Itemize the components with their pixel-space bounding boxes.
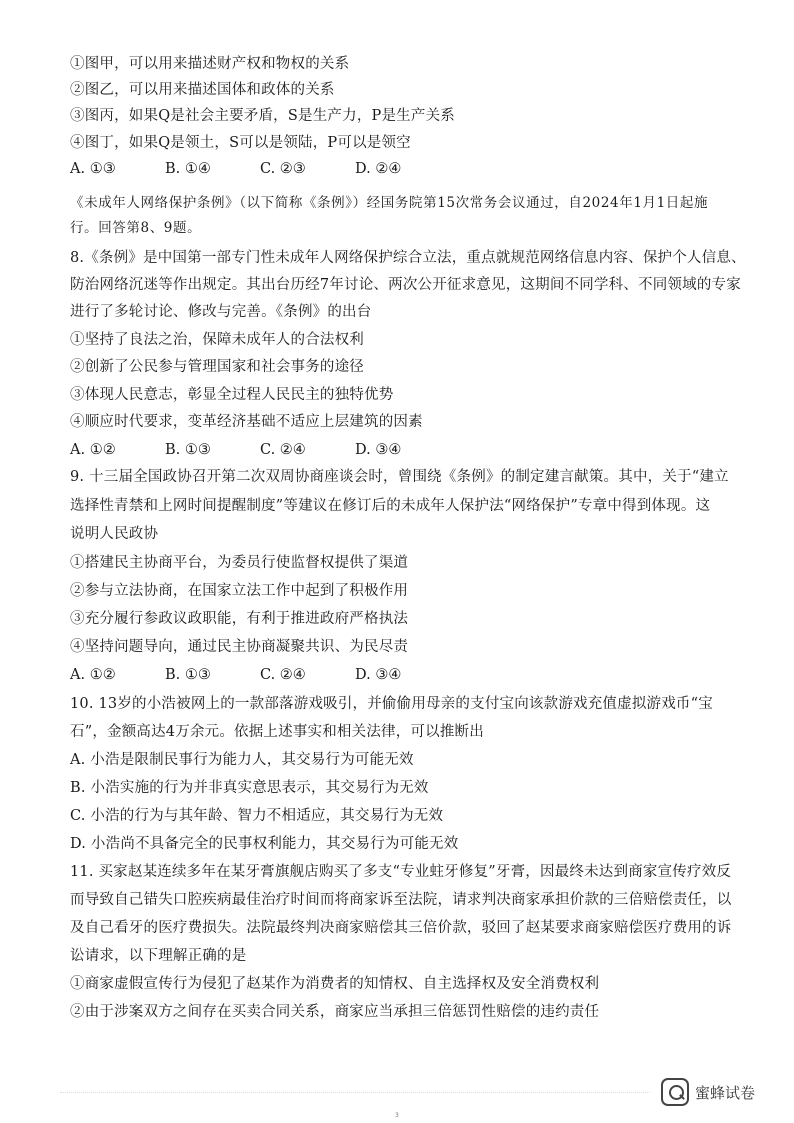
option-a: A. ①③ <box>70 161 116 177</box>
q8-stem-line-3: 进行了多轮讨论、修改与完善。《条例》的出台 <box>70 304 372 320</box>
option-d: D. ③④ <box>355 667 402 683</box>
q9-statement-1: ①搭建民主协商平台，为委员行使监督权提供了渠道 <box>70 555 409 571</box>
option-c: C. ②④ <box>260 667 306 683</box>
q9-stem-line-3: 说明人民政协 <box>70 526 159 542</box>
q9-stem-line-1: 9. 十三届全国政协召开第二次双周协商座谈会时，曾围绕《条例》的制定建言献策。其中，关于“建立 <box>70 469 729 485</box>
prev-statement-4: ④图丁，如果Q是领土，S可以是领陆，P可以是领空 <box>70 135 411 151</box>
prev-statement-1: ①图甲，可以用来描述财产权和物权的关系 <box>70 56 350 72</box>
q9-options <box>70 665 450 685</box>
option-b: B. ①③ <box>165 442 211 458</box>
q9-statement-2: ②参与立法协商，在国家立法工作中起到了积极作用 <box>70 583 409 599</box>
page-number: 3 <box>395 1112 399 1119</box>
q10-choice-b: B. 小浩实施的行为并非真实意思表示，其交易行为无效 <box>70 780 429 796</box>
q8-statement-1: ①坚持了良法之治，保障未成年人的合法权利 <box>70 332 364 348</box>
q8-statement-4: ④顺应时代要求，变革经济基础不适应上层建筑的因素 <box>70 414 423 430</box>
option-d: D. ③④ <box>355 442 402 458</box>
q8-stem-line-1: 8.《条例》是中国第一部专门性未成年人网络保护综合立法，重点就规范网络信息内容、保护个人信息、 <box>70 250 746 266</box>
q10-stem-line-2: 石”，金额高达4万余元。依据上述事实和相关法律，可以推断出 <box>70 724 484 740</box>
q11-stem-line-4: 讼请求，以下理解正确的是 <box>70 948 247 964</box>
q11-statement-2: ②由于涉案双方之间存在买卖合同关系，商家应当承担三倍惩罚性赔偿的违约责任 <box>70 1004 600 1020</box>
q11-statement-1: ①商家虚假宣传行为侵犯了赵某作为消费者的知情权、自主选择权及安全消费权利 <box>70 976 600 992</box>
option-c: C. ②④ <box>260 442 306 458</box>
option-c: C. ②③ <box>260 161 306 177</box>
option-d: D. ②④ <box>355 161 402 177</box>
q10-choice-c: C. 小浩的行为与其年龄、智力不相适应，其交易行为无效 <box>70 808 444 824</box>
prev-options <box>70 159 450 179</box>
option-b: B. ①③ <box>165 667 211 683</box>
material-intro-line-2: 行。回答第8、9题。 <box>70 220 202 236</box>
q10-stem-line-1: 10. 13岁的小浩被网上的一款部落游戏吸引，并偷偷用母亲的支付宝向该款游戏充值虚拟游戏币“宝 <box>70 696 713 712</box>
material-intro-line-1: 《未成年人网络保护条例》（以下简称《条例》）经国务院第15次常务会议通过，自2024年1月1日起施 <box>70 195 709 211</box>
option-a: A. ①② <box>70 442 116 458</box>
q11-stem-line-3: 及自己看牙的医疗费损失。法院最终判决商家赔偿其三倍价款，驳回了赵某要求商家赔偿医疗费用的诉 <box>70 920 732 936</box>
q10-choice-a: A. 小浩是限制民事行为能力人，其交易行为可能无效 <box>70 752 414 768</box>
q8-statement-3: ③体现人民意志，彰显全过程人民民主的独特优势 <box>70 387 394 403</box>
q8-options <box>70 440 450 460</box>
q8-statement-2: ②创新了公民参与管理国家和社会事务的途径 <box>70 359 364 375</box>
prev-statement-3: ③图丙，如果Q是社会主要矛盾，S是生产力，P是生产关系 <box>70 108 455 124</box>
q11-stem-line-1: 11. 买家赵某连续多年在某牙膏旗舰店购买了多支“专业蛀牙修复”牙膏，因最终未达到商家宣传疗效反 <box>70 864 732 880</box>
q11-stem-line-2: 而导致自己错失口腔疾病最佳治疗时间而将商家诉至法院，请求判决商家承担价款的三倍赔偿责任，以 <box>70 892 732 908</box>
q9-stem-line-2: 选择性青禁和上网时间提醒制度”等建议在修订后的未成年人保护法“网络保护”专章中得到体现。这 <box>70 498 711 514</box>
option-a: A. ①② <box>70 667 116 683</box>
watermark <box>661 1078 755 1106</box>
search-magnifier-icon <box>661 1078 689 1106</box>
q9-statement-4: ④坚持问题导向，通过民主协商凝聚共识、为民尽责 <box>70 639 409 655</box>
q10-choice-d: D. 小浩尚不具备完全的民事权利能力，其交易行为可能无效 <box>70 836 459 852</box>
q9-statement-3: ③充分履行参政议政职能，有利于推进政府严格执法 <box>70 611 409 627</box>
footer-divider <box>60 1092 650 1093</box>
q8-stem-line-2: 防治网络沉迷等作出规定。其出台历经7年讨论、两次公开征求意见，这期间不同学科、不同领域的专家 <box>70 277 741 293</box>
watermark-label: 蜜蜂试卷 <box>695 1083 756 1102</box>
prev-statement-2: ②图乙，可以用来描述国体和政体的关系 <box>70 82 335 98</box>
option-b: B. ①④ <box>165 161 211 177</box>
